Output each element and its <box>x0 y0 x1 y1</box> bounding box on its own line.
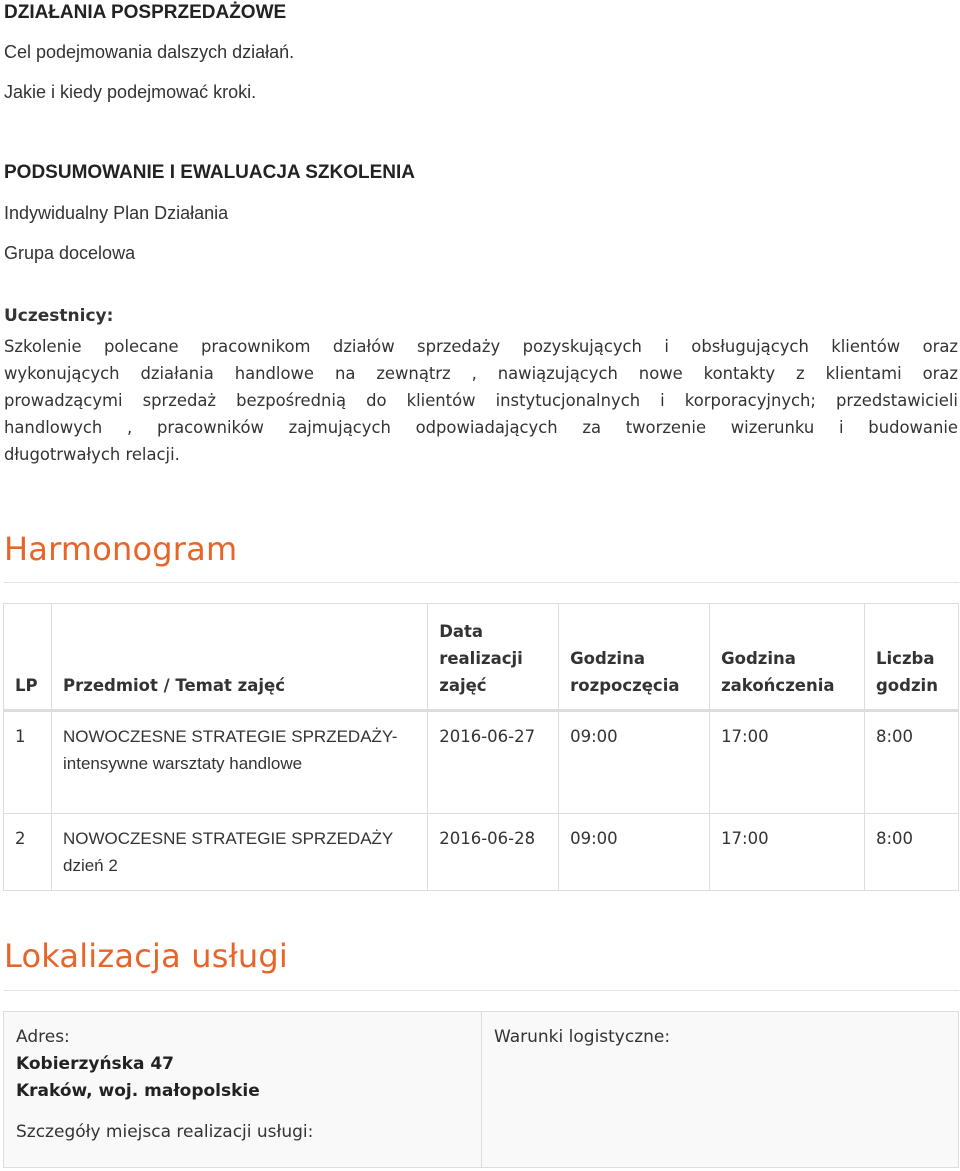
cell-end: 17:00 <box>710 814 865 891</box>
cell-date: 2016-06-28 <box>428 814 559 891</box>
post-actions-line-1: Cel podejmowania dalszych działań. <box>4 42 295 62</box>
participants-line-2: wykonujących działania handlowe na zewnątrz , nawiązujących nowe kontakty z klientami oraz <box>4 364 958 383</box>
location-box <box>3 1011 959 1168</box>
table-row <box>4 814 959 891</box>
header-subject: Przedmiot / Temat zajęć <box>51 604 427 711</box>
header-date: Data realizacji zajęć <box>428 604 559 711</box>
summary-line-1: Indywidualny Plan Działania <box>4 203 229 223</box>
participants-line-4: handlowych , pracowników zajmujących odpowiadających za tworzenie wizerunku i budowanie <box>4 418 958 437</box>
address-column <box>4 1012 482 1167</box>
cell-start: 09:00 <box>559 814 710 891</box>
location-divider <box>4 990 959 991</box>
participants-line-5: długotrwałych relacji. <box>4 445 180 464</box>
cell-subject: NOWOCZESNE STRATEGIE SPRZEDAŻY dzień 2 <box>51 814 427 891</box>
cell-start: 09:00 <box>559 711 710 814</box>
header-hours: Liczba godzin <box>865 604 959 711</box>
address-label: Adres: <box>16 1027 70 1047</box>
cell-hours: 8:00 <box>865 814 959 891</box>
participants-text <box>4 333 958 468</box>
schedule-section-title: Harmonogram <box>4 530 238 568</box>
location-section-title: Lokalizacja usługi <box>4 937 289 975</box>
cell-end: 17:00 <box>710 711 865 814</box>
header-lp: LP <box>4 604 52 711</box>
header-end: Godzina zakończenia <box>710 604 865 711</box>
cell-hours: 8:00 <box>865 711 959 814</box>
schedule-table <box>3 603 959 891</box>
address-street: Kobierzyńska 47 <box>16 1054 175 1074</box>
summary-title: PODSUMOWANIE I EWALUACJA SZKOLENIA <box>4 162 415 183</box>
participants-heading: Uczestnicy: <box>4 306 114 326</box>
participants-line-3: prowadzącymi sprzedaż bezpośrednią do klientów instytucjonalnych i korporacyjnych; przedstawicieli <box>4 391 958 410</box>
address-city: Kraków, woj. małopolskie <box>16 1081 260 1101</box>
cell-lp: 2 <box>4 814 52 891</box>
cell-lp: 1 <box>4 711 52 814</box>
participants-line-1: Szkolenie polecane pracownikom działów sprzedaży pozyskujących i obsługujących klientów oraz <box>4 337 958 356</box>
post-actions-line-2: Jakie i kiedy podejmować kroki. <box>4 82 257 102</box>
venue-details-label: Szczegóły miejsca realizacji usługi: <box>16 1122 314 1142</box>
header-start: Godzina rozpoczęcia <box>559 604 710 711</box>
cell-subject: NOWOCZESNE STRATEGIE SPRZEDAŻY- intensywne warsztaty handlowe <box>51 711 427 814</box>
post-actions-title: DZIAŁANIA POSPRZEDAŻOWE <box>4 2 287 23</box>
table-row <box>4 711 959 814</box>
logistics-label: Warunki logistyczne: <box>494 1027 671 1047</box>
summary-line-2: Grupa docelowa <box>4 243 136 263</box>
schedule-divider <box>4 582 959 583</box>
logistics-column <box>482 1012 958 1167</box>
cell-date: 2016-06-27 <box>428 711 559 814</box>
schedule-header-row <box>4 604 959 711</box>
